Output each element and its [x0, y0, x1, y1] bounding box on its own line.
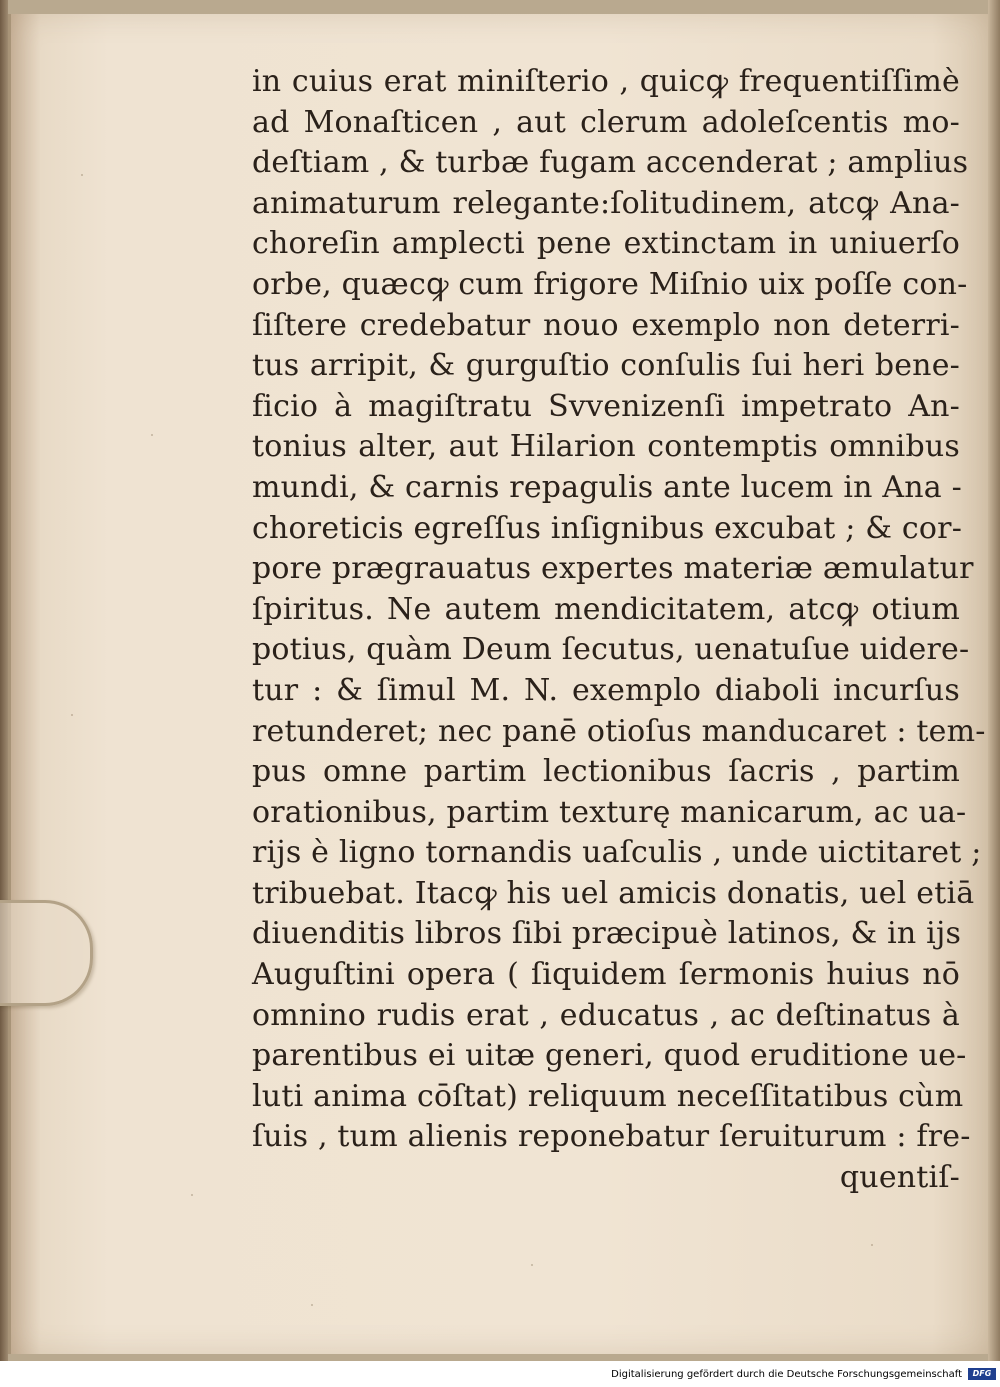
digitization-footer [0, 1361, 1000, 1387]
text-line: ſpiritus. Ne autem mendicitatem, atcꝙ otium [252, 591, 960, 627]
text-line: tus arripit, & gurguſtio conſulis ſui heri bene- [252, 348, 960, 384]
text-line: diuenditis libros ſibi præcipuè latinos, & in ijs [252, 916, 962, 952]
paper-speck [81, 174, 83, 176]
page-stack-edge [988, 0, 1000, 1387]
text-line: retunderet; nec panē otioſus manducaret : tem- [252, 713, 986, 749]
text-line: ſuis , tum alienis reponebatur ſeruiturum : fre- [252, 1119, 971, 1155]
text-line: choreticis egreſſus inſignibus excubat ; & cor- [252, 510, 963, 546]
text-line: Auguſtini opera ( ſiquidem ſermonis huius nō [252, 957, 960, 993]
text-line: omnino rudis erat , educatus , ac deſtinatus à [252, 997, 960, 1033]
text-line: pore prægrauatus expertes materiæ æmulatur [252, 551, 974, 587]
text-line: ſiſtere credebatur nouo exemplo non deterri- [252, 307, 960, 343]
text-line: ad Monaſticen , aut clerum adoleſcentis mo- [252, 104, 960, 140]
text-line: rijs è ligno tornandis uaſculis , unde uictitaret ; [252, 835, 982, 871]
text-line: tur : & ſimul M. N. exemplo diaboli incurſus [252, 672, 960, 708]
funding-credit: Digitalisierung gefördert durch die Deutsche Forschungsgemeinschaft [611, 1369, 962, 1380]
text-line: tribuebat. Itacꝙ his uel amicis donatis, uel etiā [252, 875, 975, 911]
text-line: pus omne partim lectionibus ſacris , partim [252, 754, 960, 790]
text-line: deſtiam , & turbæ fugam accenderat ; amplius [252, 145, 969, 181]
text-line: in cuius erat miniſterio , quicꝙ frequentiſſimè [252, 64, 960, 99]
text-line: tonius alter, aut Hilarion contemptis omnibus [252, 429, 960, 465]
paper-clip [0, 900, 93, 1006]
catchword: quentiſ- [839, 1160, 960, 1196]
paper-speck [531, 1264, 533, 1266]
text-line: luti anima cōſtat) reliquum neceſſitatibus cùm [252, 1078, 964, 1114]
text-line: choreſin amplecti pene extinctam in uniuerſo [252, 226, 960, 262]
paper-speck [151, 434, 153, 436]
text-line: ficio à magiſtratu Svvenizenſi impetrato An- [252, 388, 960, 424]
text-line: mundi, & carnis repagulis ante lucem in Ana - [252, 469, 962, 505]
dfg-logo: DFG [968, 1368, 996, 1380]
book-spine-edge [0, 0, 8, 1387]
text-line: potius, quàm Deum ſecutus, uenatuſue uidere- [252, 632, 970, 668]
paper-speck [311, 1304, 313, 1306]
text-line: orationibus, partim texturę manicarum, ac ua- [252, 794, 967, 830]
paper-speck [871, 1244, 873, 1246]
text-line: animaturum relegante:ſolitudinem, atcꝙ Ana- [252, 185, 960, 221]
paper-speck [191, 1194, 193, 1196]
text-line: parentibus ei uitæ generi, quod eruditione ue- [252, 1038, 967, 1074]
paper-speck [71, 714, 73, 716]
text-line: orbe, quæcꝙ cum frigore Miſnio uix poſſe con- [252, 266, 968, 302]
printed-text-block [252, 62, 986, 1199]
